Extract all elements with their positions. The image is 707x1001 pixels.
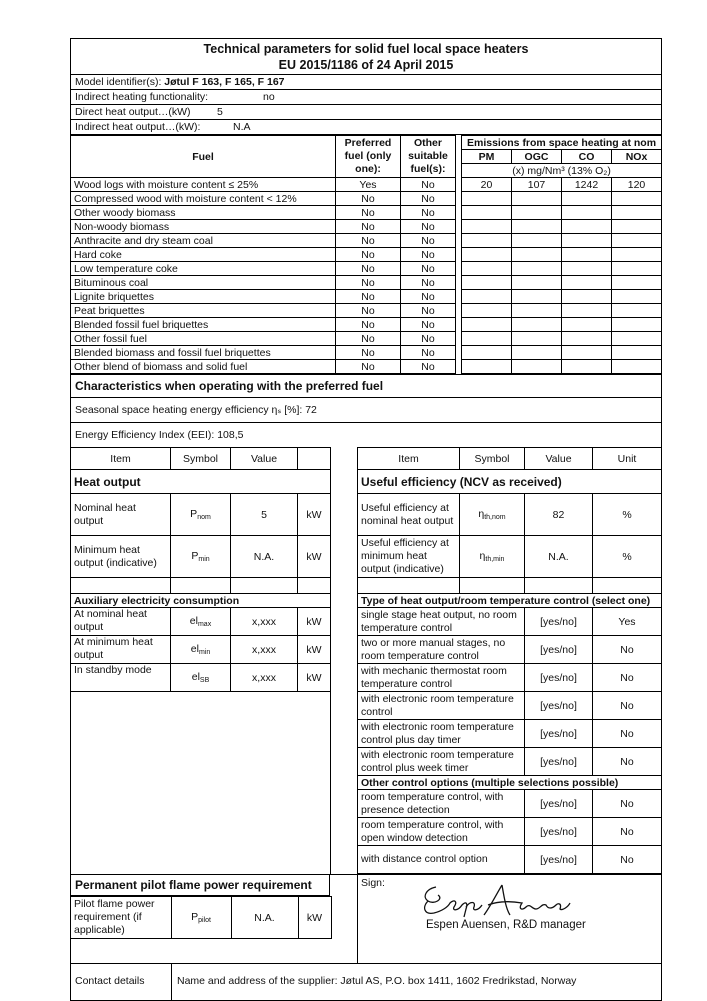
ogc-value: [512, 360, 562, 374]
document-title: [71, 39, 661, 75]
symbol-subscript: min: [198, 556, 210, 563]
aux-symbol: [171, 608, 231, 636]
spacer: [331, 846, 358, 874]
nox-value: [612, 290, 662, 304]
other-value: No: [401, 304, 456, 318]
handwritten-signature: [418, 881, 578, 921]
pm-value: [462, 206, 512, 220]
other-value: No: [401, 290, 456, 304]
parameter-table: [70, 447, 662, 874]
control-value: [yes/no]: [525, 846, 593, 874]
other-value: No: [401, 220, 456, 234]
symbol-subscript: th,nom: [484, 514, 506, 521]
fuel-name: Anthracite and dry steam coal: [71, 234, 336, 248]
ogc-value: [512, 290, 562, 304]
pm-value: [462, 304, 512, 318]
aux-value: x,xxx: [231, 636, 298, 664]
pm-value: [462, 262, 512, 276]
symbol-subscript: SB: [199, 677, 210, 684]
co-value: [562, 318, 612, 332]
heat-value: N.A.: [231, 536, 298, 578]
nox-value: [612, 234, 662, 248]
preferred-header-line: fuel (only: [344, 150, 392, 162]
control-value: [yes/no]: [525, 664, 593, 692]
title-line-2: EU 2015/1186 of 24 April 2015: [278, 58, 454, 72]
indirect-heat-label: Indirect heat output…(kW):: [75, 121, 201, 133]
fuel-row: [71, 248, 662, 262]
other-value: No: [401, 234, 456, 248]
preferred-value: No: [336, 248, 401, 262]
spacer: [331, 594, 358, 608]
symbol-main: P: [190, 508, 198, 520]
aux-unit: kW: [298, 664, 331, 692]
heat-item: Nominal heat output: [71, 494, 171, 536]
direct-heat-label: Direct heat output…(kW): [75, 106, 191, 118]
symbol-main: η: [478, 508, 485, 520]
aux-unit: kW: [298, 608, 331, 636]
pilot-item: Pilot flame power requirement (if applicable): [71, 897, 171, 939]
control-selection: No: [593, 692, 662, 720]
preferred-fuel-header: [336, 136, 401, 178]
symbol-subscript: nom: [197, 514, 211, 521]
empty-cell: [171, 578, 231, 594]
other-fuel-header: [401, 136, 456, 178]
other-value: No: [401, 206, 456, 220]
fuel-row: [71, 206, 662, 220]
aux-value: x,xxx: [231, 608, 298, 636]
control-item: room temperature control, with open window detection: [358, 818, 525, 846]
fuel-name: Lignite briquettes: [71, 290, 336, 304]
contact-divider: [171, 964, 172, 1000]
co-header: CO: [562, 150, 612, 164]
efficiency-symbol: [460, 536, 525, 578]
indirect-heat-value: N.A: [233, 121, 251, 133]
control-item: two or more manual stages, no room temperature control: [358, 636, 525, 664]
empty-cell: [525, 578, 593, 594]
ogc-value: 107: [512, 178, 562, 192]
heat-unit: kW: [298, 536, 331, 578]
fuel-row: [71, 346, 662, 360]
indirect-heating-value: no: [263, 91, 275, 103]
empty-cell: [460, 578, 525, 594]
control-value: [yes/no]: [525, 608, 593, 636]
control-item: with electronic room temperature control plus week timer: [358, 748, 525, 776]
control-value: [yes/no]: [525, 790, 593, 818]
other-value: No: [401, 192, 456, 206]
co-value: [562, 234, 612, 248]
characteristics-heading: Characteristics when operating with the preferred fuel: [71, 374, 661, 397]
pilot-value: N.A.: [231, 897, 298, 939]
control-rows: [71, 608, 662, 874]
heat-symbol: [171, 536, 231, 578]
co-value: [562, 332, 612, 346]
control-selection: No: [593, 818, 662, 846]
control-item: with mechanic thermostat room temperature control: [358, 664, 525, 692]
other-value: No: [401, 276, 456, 290]
pilot-and-signature: [71, 874, 661, 963]
control-row: [71, 664, 662, 692]
efficiency-unit: %: [593, 494, 662, 536]
spacer: [331, 608, 358, 636]
preferred-header-line: Preferred: [344, 137, 392, 149]
model-label: Model identifier(s):: [75, 76, 165, 88]
aux-unit: kW: [298, 636, 331, 664]
pilot-heading: Permanent pilot flame power requirement: [71, 875, 330, 896]
aux-heading: Auxiliary electricity consumption: [71, 594, 331, 608]
emission-unit: (x) mg/Nm³ (13% O₂): [462, 164, 662, 178]
fuel-row: [71, 290, 662, 304]
fuel-name: Blended biomass and fossil fuel briquettes: [71, 346, 336, 360]
model-value: Jøtul F 163, F 165, F 167: [164, 76, 285, 88]
pm-value: [462, 290, 512, 304]
nox-value: 120: [612, 178, 662, 192]
pilot-table: [71, 896, 332, 939]
title-line-1: Technical parameters for solid fuel local space heaters: [203, 42, 529, 56]
aux-value: x,xxx: [231, 664, 298, 692]
fuel-name: Other woody biomass: [71, 206, 336, 220]
right-value-header: Value: [525, 448, 593, 470]
energy-efficiency-index: Energy Efficiency Index (EEI): 108,5: [71, 422, 661, 447]
preferred-value: No: [336, 304, 401, 318]
signatory-name: Espen Auensen, R&D manager: [426, 919, 586, 931]
pm-value: [462, 220, 512, 234]
control-item: with electronic room temperature control plus day timer: [358, 720, 525, 748]
contact-row: [71, 963, 661, 1000]
co-value: [562, 262, 612, 276]
empty-cell: [298, 578, 331, 594]
pm-value: 20: [462, 178, 512, 192]
other-value: No: [401, 332, 456, 346]
ogc-value: [512, 262, 562, 276]
pm-header: PM: [462, 150, 512, 164]
ogc-value: [512, 304, 562, 318]
aux-symbol: [171, 636, 231, 664]
other-value: No: [401, 178, 456, 192]
fuel-name: Hard coke: [71, 248, 336, 262]
spacer: [331, 578, 358, 594]
control-row: [71, 692, 662, 720]
ogc-value: [512, 248, 562, 262]
right-item-header: Item: [358, 448, 460, 470]
heat-value: 5: [231, 494, 298, 536]
spacer: [331, 692, 358, 720]
other-header-line: Other: [413, 137, 442, 149]
fuel-name: Non-woody biomass: [71, 220, 336, 234]
ogc-value: [512, 346, 562, 360]
pilot-unit: kW: [298, 897, 331, 939]
co-value: [562, 192, 612, 206]
fuel-name: Other fossil fuel: [71, 332, 336, 346]
fuel-row: [71, 360, 662, 374]
preferred-value: No: [336, 332, 401, 346]
efficiency-item: Useful efficiency at nominal heat output: [358, 494, 460, 536]
heat-output-heading: Heat output: [71, 470, 331, 494]
control-row: [71, 636, 662, 664]
indirect-heating-label: Indirect heating functionality:: [75, 91, 209, 103]
ogc-value: [512, 192, 562, 206]
spacer: [331, 494, 358, 536]
other-value: No: [401, 262, 456, 276]
fuel-row: [71, 234, 662, 248]
fuel-row: [71, 178, 662, 192]
fuel-name: Peat briquettes: [71, 304, 336, 318]
direct-heat-value: 5: [217, 106, 223, 118]
preferred-value: No: [336, 318, 401, 332]
nox-value: [612, 346, 662, 360]
left-value-header: Value: [231, 448, 298, 470]
technical-parameters-sheet: [70, 38, 662, 1001]
empty-left-area: [71, 692, 331, 874]
model-identifier-row: [71, 75, 661, 90]
control-value: [yes/no]: [525, 748, 593, 776]
preferred-value: Yes: [336, 178, 401, 192]
control-row: [71, 608, 662, 636]
preferred-value: No: [336, 360, 401, 374]
left-symbol-header: Symbol: [171, 448, 231, 470]
control-item: single stage heat output, no room temperature control: [358, 608, 525, 636]
control-selection: No: [593, 748, 662, 776]
sign-label: Sign:: [361, 877, 385, 889]
symbol-main: el: [190, 643, 199, 655]
ogc-value: [512, 276, 562, 290]
nox-value: [612, 332, 662, 346]
fuel-row: [71, 192, 662, 206]
preferred-value: No: [336, 276, 401, 290]
co-value: [562, 290, 612, 304]
control-value: [yes/no]: [525, 692, 593, 720]
nox-value: [612, 220, 662, 234]
fuel-name: Blended fossil fuel briquettes: [71, 318, 336, 332]
control-item: with distance control option: [358, 846, 525, 874]
nox-value: [612, 276, 662, 290]
pm-value: [462, 360, 512, 374]
fuel-name: Other blend of biomass and solid fuel: [71, 360, 336, 374]
seasonal-efficiency: Seasonal space heating energy efficiency ηₛ [%]: 72: [71, 397, 661, 422]
fuel-row: [71, 262, 662, 276]
nox-value: [612, 318, 662, 332]
preferred-value: No: [336, 262, 401, 276]
control-selection: No: [593, 790, 662, 818]
symbol-subscript: th,min: [485, 556, 505, 563]
other-value: No: [401, 248, 456, 262]
control-item: room temperature control, with presence detection: [358, 790, 525, 818]
control-selection: Yes: [593, 608, 662, 636]
control-selection: No: [593, 664, 662, 692]
empty-cell: [593, 578, 662, 594]
fuel-rows: [71, 178, 662, 374]
co-value: [562, 206, 612, 220]
spacer: [331, 470, 358, 494]
signature-section: [357, 875, 662, 963]
efficiency-item: Useful efficiency at minimum heat output (indicative): [358, 536, 460, 578]
preferred-value: No: [336, 192, 401, 206]
co-value: [562, 276, 612, 290]
fuel-name: Wood logs with moisture content ≤ 25%: [71, 178, 336, 192]
left-item-header: Item: [71, 448, 171, 470]
pm-value: [462, 248, 512, 262]
heat-item: Minimum heat output (indicative): [71, 536, 171, 578]
pilot-symbol-main: P: [191, 911, 199, 923]
spacer: [331, 790, 358, 818]
contact-value: Name and address of the supplier: Jøtul AS, P.O. box 1411, 1602 Fredrikstad, Norway: [177, 975, 577, 987]
ogc-value: [512, 234, 562, 248]
preferred-value: No: [336, 290, 401, 304]
co-value: [562, 304, 612, 318]
nox-value: [612, 304, 662, 318]
control-selection: No: [593, 720, 662, 748]
efficiency-unit: %: [593, 536, 662, 578]
empty-cell: [231, 578, 298, 594]
fuel-row: [71, 318, 662, 332]
other-value: No: [401, 360, 456, 374]
co-value: [562, 248, 612, 262]
preferred-value: No: [336, 220, 401, 234]
symbol-main: P: [191, 550, 199, 562]
emissions-header: Emissions from space heating at nom: [462, 136, 662, 150]
spacer: [331, 776, 358, 790]
other-header-line: suitable: [408, 150, 448, 162]
fuel-row: [71, 332, 662, 346]
pilot-symbol: [171, 897, 231, 939]
nox-value: [612, 262, 662, 276]
ogc-value: [512, 332, 562, 346]
symbol-main: el: [191, 671, 200, 683]
control-value: [yes/no]: [525, 720, 593, 748]
heat-unit: kW: [298, 494, 331, 536]
nox-value: [612, 248, 662, 262]
direct-heat-row: [71, 105, 661, 120]
nox-value: [612, 206, 662, 220]
other-control-heading: Other control options (multiple selections possible): [358, 776, 662, 790]
fuel-name: Compressed wood with moisture content < 12%: [71, 192, 336, 206]
fuel-column-header: Fuel: [71, 136, 336, 178]
fuel-name: Bituminous coal: [71, 276, 336, 290]
fuel-name: Low temperature coke: [71, 262, 336, 276]
heat-symbol: [171, 494, 231, 536]
symbol-subscript: max: [197, 621, 212, 628]
co-value: 1242: [562, 178, 612, 192]
co-value: [562, 346, 612, 360]
empty-cell: [358, 578, 460, 594]
preferred-header-line: one):: [355, 163, 381, 175]
contact-label: Contact details: [75, 975, 145, 987]
aux-item: In standby mode: [71, 664, 171, 692]
nox-value: [612, 360, 662, 374]
fuel-row: [71, 304, 662, 318]
aux-symbol: [171, 664, 231, 692]
pm-value: [462, 192, 512, 206]
other-value: No: [401, 318, 456, 332]
pm-value: [462, 234, 512, 248]
aux-item: At nominal heat output: [71, 608, 171, 636]
ogc-value: [512, 220, 562, 234]
useful-efficiency-heading: Useful efficiency (NCV as received): [358, 470, 662, 494]
spacer: [331, 448, 358, 470]
control-type-heading: Type of heat output/room temperature control (select one): [358, 594, 662, 608]
ogc-value: [512, 206, 562, 220]
aux-item: At minimum heat output: [71, 636, 171, 664]
right-unit-header: Unit: [593, 448, 662, 470]
spacer: [331, 748, 358, 776]
other-header-line: fuel(s):: [410, 163, 446, 175]
preferred-value: No: [336, 234, 401, 248]
nox-value: [612, 192, 662, 206]
symbol-main: el: [189, 615, 198, 627]
efficiency-value: N.A.: [525, 536, 593, 578]
heat-row: [71, 494, 662, 536]
pm-value: [462, 346, 512, 360]
left-unit-header: [298, 448, 331, 470]
pm-value: [462, 276, 512, 290]
preferred-value: No: [336, 206, 401, 220]
spacer: [331, 818, 358, 846]
right-symbol-header: Symbol: [460, 448, 525, 470]
pilot-section: [71, 875, 330, 963]
ogc-header: OGC: [512, 150, 562, 164]
indirect-heating-row: [71, 90, 661, 105]
nox-header: NOx: [612, 150, 662, 164]
efficiency-value: 82: [525, 494, 593, 536]
control-selection: No: [593, 846, 662, 874]
pm-value: [462, 332, 512, 346]
empty-cell: [71, 578, 171, 594]
spacer: [331, 536, 358, 578]
co-value: [562, 360, 612, 374]
symbol-subscript: min: [198, 649, 211, 656]
pm-value: [462, 318, 512, 332]
fuel-row: [71, 220, 662, 234]
spacer: [331, 720, 358, 748]
preferred-value: No: [336, 346, 401, 360]
spacer: [331, 664, 358, 692]
control-selection: No: [593, 636, 662, 664]
control-value: [yes/no]: [525, 818, 593, 846]
co-value: [562, 220, 612, 234]
ogc-value: [512, 318, 562, 332]
pilot-symbol-sub: pilot: [198, 917, 211, 924]
fuel-row: [71, 276, 662, 290]
symbol-main: η: [479, 550, 486, 562]
fuel-table: [70, 135, 662, 374]
heat-rows: [71, 494, 662, 578]
other-value: No: [401, 346, 456, 360]
control-item: with electronic room temperature control: [358, 692, 525, 720]
efficiency-symbol: [460, 494, 525, 536]
control-value: [yes/no]: [525, 636, 593, 664]
heat-row: [71, 536, 662, 578]
indirect-heat-row: [71, 120, 661, 135]
spacer: [331, 636, 358, 664]
